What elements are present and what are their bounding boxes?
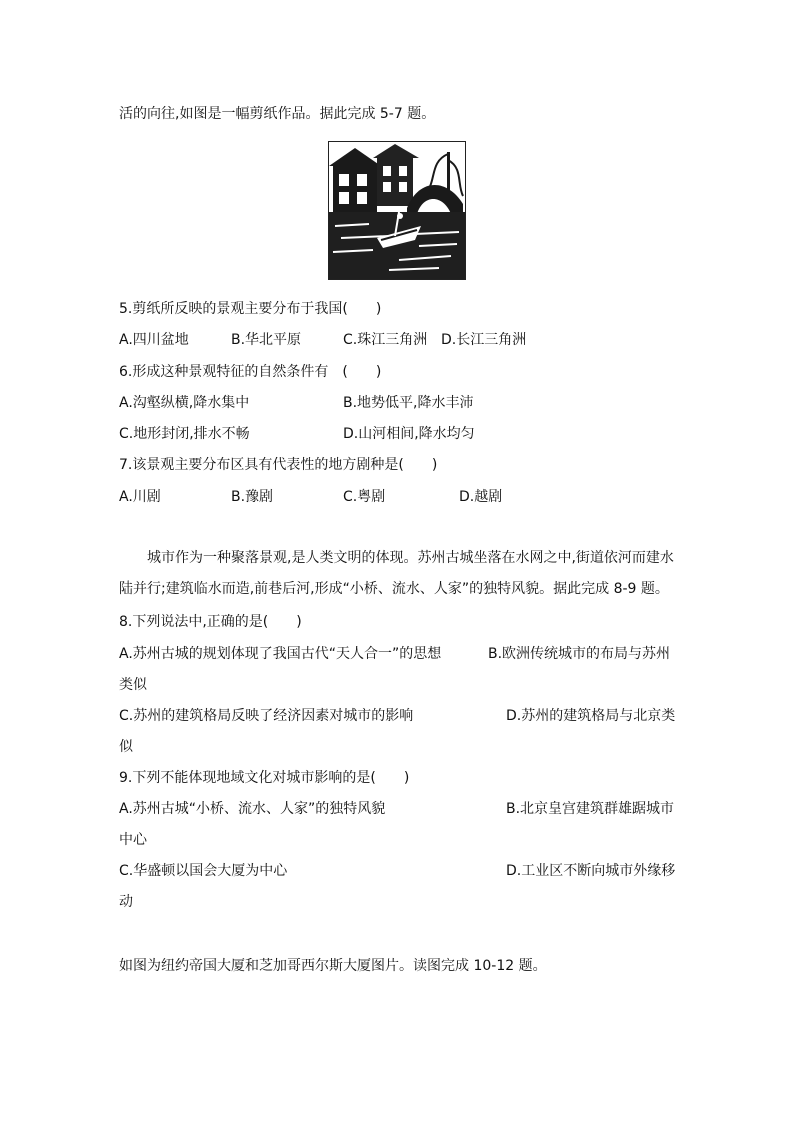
- q5-option-b: B.华北平原: [231, 332, 302, 348]
- passage-2-line-2: 陆并行;建筑临水而造,前巷后河,形成“小桥、流水、人家”的独特风貌。据此完成 8-9 题。: [119, 581, 669, 597]
- q9-option-d-cont: 动: [119, 894, 133, 910]
- q7-option-c: C.粤剧: [343, 489, 386, 505]
- q7-option-b: B.豫剧: [231, 489, 274, 505]
- q8-option-b-cont: 类似: [119, 677, 147, 693]
- q9-option-b: B.北京皇宫建筑群雄踞城市: [506, 801, 675, 817]
- q6-option-c: C.地形封闭,排水不畅: [119, 426, 250, 442]
- intro-text-10-12: 如图为纽约帝国大厦和芝加哥西尔斯大厦图片。读图完成 10-12 题。: [119, 958, 547, 974]
- q5-stem: 5.剪纸所反映的景观主要分布于我国( ): [119, 301, 382, 317]
- q6-option-d: D.山河相间,降水均匀: [343, 426, 475, 442]
- q6-stem: 6.形成这种景观特征的自然条件有 ( ): [119, 364, 382, 380]
- q9-option-b-cont: 中心: [119, 832, 147, 848]
- passage-2-line-1: 城市作为一种聚落景观,是人类文明的体现。苏州古城坐落在水网之中,街道依河而建水: [147, 550, 674, 566]
- paper-cut-figure: [328, 141, 466, 280]
- q9-option-c: C.华盛顿以国会大厦为中心: [119, 863, 288, 879]
- q8-option-a: A.苏州古城的规划体现了我国古代“天人合一”的思想: [119, 646, 442, 662]
- q9-option-d: D.工业区不断向城市外缘移: [506, 863, 676, 879]
- q7-stem: 7.该景观主要分布区具有代表性的地方剧种是( ): [119, 457, 438, 473]
- q8-option-c: C.苏州的建筑格局反映了经济因素对城市的影响: [119, 708, 414, 724]
- q8-stem: 8.下列说法中,正确的是( ): [119, 614, 302, 630]
- paper-cut-water-town-icon: [329, 142, 465, 279]
- q7-option-d: D.越剧: [459, 489, 503, 505]
- q5-option-a: A.四川盆地: [119, 332, 189, 348]
- q6-option-a: A.沟壑纵横,降水集中: [119, 395, 250, 411]
- q9-stem: 9.下列不能体现地域文化对城市影响的是( ): [119, 770, 410, 786]
- q5-option-d: D.长江三角洲: [441, 332, 527, 348]
- q8-option-b: B.欧洲传统城市的布局与苏州: [488, 646, 671, 662]
- q6-option-b: B.地势低平,降水丰沛: [343, 395, 474, 411]
- intro-text-5-7: 活的向往,如图是一幅剪纸作品。据此完成 5-7 题。: [119, 106, 436, 122]
- q8-option-d: D.苏州的建筑格局与北京类: [506, 708, 676, 724]
- q5-option-c: C.珠江三角洲: [343, 332, 428, 348]
- q7-option-a: A.川剧: [119, 489, 161, 505]
- q8-option-d-cont: 似: [119, 739, 133, 755]
- q9-option-a: A.苏州古城“小桥、流水、人家”的独特风貌: [119, 801, 386, 817]
